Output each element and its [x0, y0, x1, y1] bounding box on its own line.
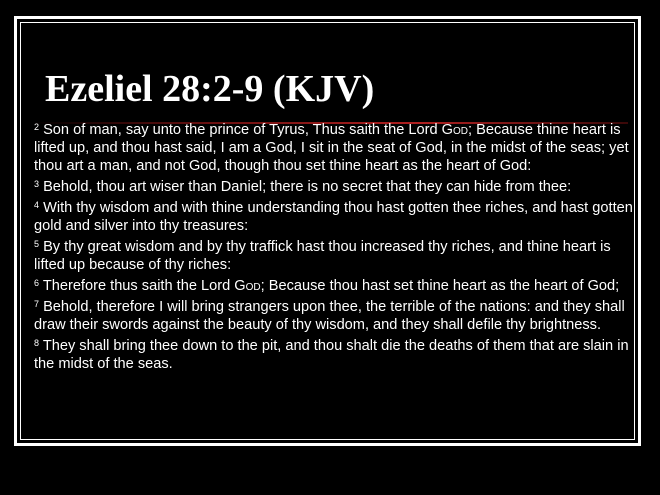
verse-text: Therefore thus saith the Lord: [42, 278, 235, 294]
verse-6: [34, 277, 640, 295]
verse-text: ; Because thine heart is lifted up, and thou hast said, I am a God, I sit in the seat of God, in the midst of the seas; yet thou art a man, and not God, though thou set thine heart as the heart of God:: [34, 122, 629, 174]
verse-number: 2: [34, 122, 40, 132]
verse-text: Behold, therefore I will bring strangers upon thee, the terrible of the nations: and they shall draw their swords against the beauty of thy wisdom, and they shall defile thy brightness.: [34, 299, 625, 333]
verse-number: 4: [34, 200, 40, 210]
slide-title: Ezeliel 28:2-9 (KJV): [45, 68, 375, 110]
verse-divine-name: God: [441, 122, 469, 138]
verse-4: [34, 199, 640, 235]
verse-number: 5: [34, 239, 40, 249]
verse-text: With thy wisdom and with thine understanding thou hast gotten thee riches, and hast gotten gold and silver into thy treasures:: [34, 200, 633, 234]
verse-number: 8: [34, 338, 40, 348]
verse-2: [34, 121, 640, 175]
verse-text: ; Because thou hast set thine heart as the heart of God;: [260, 278, 620, 294]
verse-text: By thy great wisdom and by thy traffick hast thou increased thy riches, and thine heart is lifted up because of thy riches:: [34, 239, 611, 273]
verse-text: Behold, thou art wiser than Daniel; there is no secret that they can hide from thee:: [43, 179, 572, 195]
verse-list: [34, 121, 640, 376]
verse-number: 3: [34, 179, 40, 189]
verse-5: [34, 238, 640, 274]
verse-text: They shall bring thee down to the pit, and thou shalt die the deaths of them that are slain in the midst of the seas.: [34, 338, 629, 372]
verse-divine-name: God: [234, 278, 261, 294]
verse-text: Son of man, say unto the prince of Tyrus, Thus saith the Lord: [43, 122, 442, 138]
verse-7: [34, 298, 640, 334]
verse-8: [34, 337, 640, 373]
verse-3: [34, 178, 640, 196]
verse-number: 6: [34, 278, 40, 288]
verse-number: 7: [34, 299, 40, 309]
